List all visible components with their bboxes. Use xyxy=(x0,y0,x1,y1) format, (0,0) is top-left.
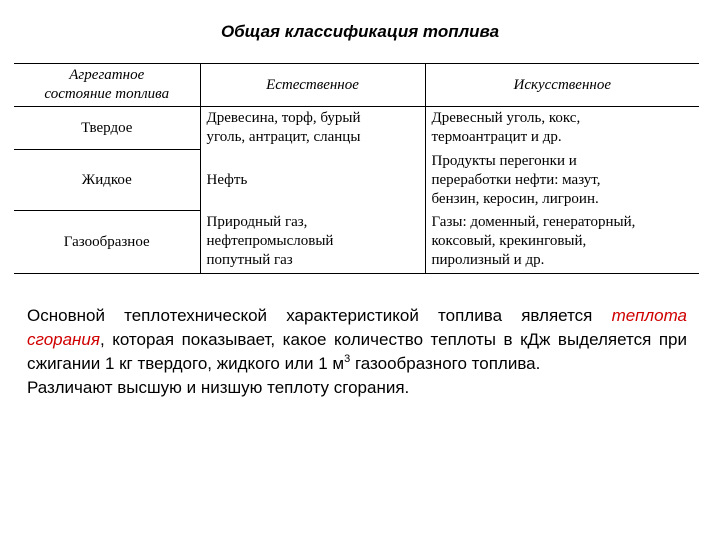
cell-line: Продукты перегонки и xyxy=(431,152,577,169)
paragraph-higher-lower-heat: Различают высшую и низшую теплоту сгорания. xyxy=(27,378,410,397)
text-fragment: , которая показывает, какое количество теплоты в кДж выделяется при сжигании 1 кг твердого, жидкого или 1 м xyxy=(27,330,687,373)
header-state-line2: состояние топлива xyxy=(44,86,170,102)
body-text xyxy=(27,304,687,400)
cell-line: Природный газ, xyxy=(206,214,308,231)
term-heat-of-combustion: теплота сгорания xyxy=(27,306,687,349)
cell-line: нефтепромысловый xyxy=(206,233,334,250)
table-row xyxy=(14,211,699,274)
paragraph-heat-of-combustion xyxy=(27,304,687,376)
superscript-3: 3 xyxy=(344,353,351,365)
table-row xyxy=(14,107,699,150)
cell-line: термоантрацит и др. xyxy=(431,129,562,146)
header-state-line1: Агрегатное xyxy=(69,67,145,83)
table-header-row xyxy=(14,64,699,107)
cell-line: попутный газ xyxy=(206,252,293,269)
text-fragment: Основной теплотехнической характеристикой топлива является xyxy=(27,306,612,325)
cell-state-gas: Газообразное xyxy=(14,211,200,274)
cell-line: уголь, антрацит, сланцы xyxy=(206,129,361,146)
cell-natural-solid xyxy=(200,107,425,150)
cell-line: Древесный уголь, кокс, xyxy=(431,110,581,127)
cell-artificial-gas xyxy=(425,211,699,274)
cell-line: Древесина, торф, бурый xyxy=(206,110,361,127)
cell-line: пиролизный и др. xyxy=(431,252,545,269)
table-row xyxy=(14,150,699,211)
header-aggregate-state xyxy=(14,64,200,107)
cell-artificial-liquid xyxy=(425,150,699,211)
cell-artificial-solid xyxy=(425,107,699,150)
cell-state-liquid: Жидкое xyxy=(14,150,200,211)
header-artificial: Искусственное xyxy=(425,64,699,107)
cell-line: Газы: доменный, генераторный, xyxy=(431,214,636,231)
fuel-classification-table xyxy=(14,63,699,274)
cell-state-solid: Твердое xyxy=(14,107,200,150)
page-title: Общая классификация топлива xyxy=(220,22,500,41)
cell-natural-gas xyxy=(200,211,425,274)
cell-natural-liquid xyxy=(200,150,425,211)
cell-line: Нефть xyxy=(206,171,248,188)
header-natural: Естественное xyxy=(200,64,425,107)
cell-line: коксовый, крекинговый, xyxy=(431,233,587,250)
cell-line: переработки нефти: мазут, xyxy=(431,171,601,188)
cell-line: бензин, керосин, лигроин. xyxy=(431,190,599,207)
text-fragment: газообразного топлива. xyxy=(350,354,541,373)
